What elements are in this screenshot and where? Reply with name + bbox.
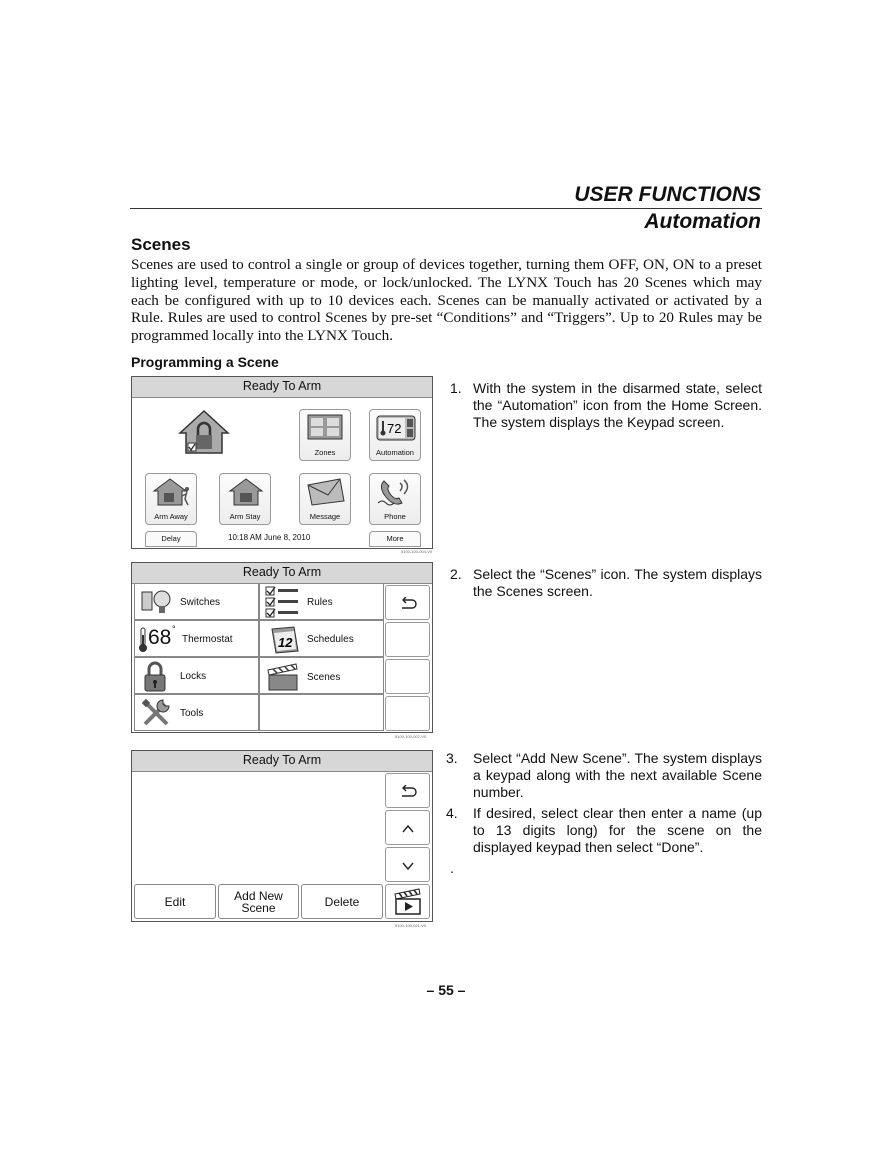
step-text: If desired, select clear then enter a name (up to 13 digits long) for the scene on the displayed keypad then select “Done”. <box>473 805 762 855</box>
locks-item[interactable] <box>134 657 259 694</box>
run-scene-button[interactable] <box>385 884 430 919</box>
envelope-icon <box>306 477 346 507</box>
section-title: Scenes <box>131 235 191 254</box>
automation-label: Automation <box>376 448 414 457</box>
blank-side-button[interactable] <box>385 659 430 694</box>
step-text: With the system in the disarmed state, select the “Automation” icon from the Home Screen. The system displays the Keypad screen. <box>473 380 762 430</box>
add-new-scene-button[interactable] <box>218 884 299 919</box>
figure-caption: 5100-100-004-V0 <box>401 549 433 554</box>
checklist-icon <box>265 586 301 618</box>
back-button[interactable] <box>385 585 430 620</box>
phone-tile[interactable] <box>369 473 421 525</box>
zones-icon <box>306 413 344 441</box>
scroll-down-button[interactable] <box>385 847 430 882</box>
edit-button[interactable]: Edit <box>134 884 216 919</box>
locks-label: Locks <box>180 671 207 682</box>
header-rule <box>130 208 762 209</box>
arm-away-label: Arm Away <box>154 512 188 521</box>
blank-side-button[interactable] <box>385 622 430 657</box>
clapperboard-icon <box>266 662 300 692</box>
subsection-title: Programming a Scene <box>131 354 279 370</box>
scenes-label: Scenes <box>307 672 341 683</box>
step-2 <box>450 566 762 600</box>
arm-away-icon <box>152 477 192 507</box>
zones-label: Zones <box>314 448 336 457</box>
rules-item[interactable] <box>259 583 384 620</box>
message-label: Message <box>309 512 341 521</box>
switches-item[interactable] <box>134 583 259 620</box>
schedules-item[interactable] <box>259 620 384 657</box>
calendar-icon <box>268 625 300 655</box>
section-header-subtitle: Automation <box>644 210 761 233</box>
thermostat-item[interactable] <box>134 620 259 657</box>
rules-label: Rules <box>307 597 333 608</box>
scenes-item[interactable] <box>259 657 384 694</box>
page-number: – 55 – <box>426 982 466 998</box>
add-new-scene-line2: Scene <box>241 900 276 915</box>
delete-button[interactable]: Delete <box>301 884 383 919</box>
message-tile[interactable] <box>299 473 351 525</box>
back-arrow-icon <box>398 785 418 799</box>
screen-status-bar: Ready To Arm <box>132 377 432 398</box>
schedules-label: Schedules <box>307 634 354 645</box>
screen-status-bar: Ready To Arm <box>132 751 432 772</box>
blank-side-button[interactable] <box>385 696 430 731</box>
back-button[interactable] <box>385 773 430 808</box>
section-header-title: USER FUNCTIONS <box>574 183 761 206</box>
thermostat-reading: 72 <box>387 421 402 436</box>
intro-paragraph: Scenes are used to control a single or group of devices together, turning them OFF, ON, ON to a preset lighting level, temperature or mode, or lock/unlocked. The LYNX Touch has 20 Scenes which may each be configured with up to 10 devices each. Scenes can be manually activated or activated by a Rule. Rules are used to control Scenes by pre-set “Conditions” and “Triggers”. Up to 20 Rules may be programmed locally into the LYNX Touch. <box>131 256 762 345</box>
step-number: 4. <box>446 805 458 821</box>
step-text: Select “Add New Scene”. The system displays a keypad along with the next available Scene number. <box>473 750 762 800</box>
zones-tile[interactable] <box>299 409 351 461</box>
down-arrow-icon <box>401 861 415 871</box>
tools-label: Tools <box>180 708 204 719</box>
automation-screen-image <box>131 562 433 733</box>
thermostat-reading: 68 <box>148 626 172 649</box>
arm-stay-icon <box>226 477 266 507</box>
phone-label: Phone <box>384 512 406 521</box>
home-screen-image <box>131 376 433 549</box>
figure-caption: 5100-100-021-V0 <box>395 923 427 928</box>
automation-tile[interactable] <box>369 409 421 461</box>
empty-item <box>259 694 384 731</box>
step-text: Select the “Scenes” icon. The system displays the Scenes screen. <box>473 566 762 599</box>
switches-label: Switches <box>180 597 221 608</box>
scenes-screen-image <box>131 750 433 922</box>
tools-item[interactable] <box>134 694 259 731</box>
phone-icon <box>376 477 416 507</box>
security-house-icon <box>178 407 230 457</box>
tools-icon <box>141 698 171 728</box>
clapperboard-play-icon <box>393 888 423 916</box>
figure-caption: 5100-100-007-V0 <box>395 734 427 739</box>
calendar-day: 12 <box>278 635 293 650</box>
screen-status-bar: Ready To Arm <box>132 563 432 584</box>
stray-period: . <box>450 860 454 876</box>
thermostat-label: Thermostat <box>182 634 233 645</box>
arm-stay-tile[interactable] <box>219 473 271 525</box>
step-number: 2. <box>450 566 462 582</box>
scroll-up-button[interactable] <box>385 810 430 845</box>
step-1 <box>450 380 762 431</box>
arm-away-tile[interactable] <box>145 473 197 525</box>
up-arrow-icon <box>401 824 415 834</box>
padlock-icon <box>143 661 167 693</box>
step-4 <box>446 805 762 856</box>
delay-button[interactable]: Delay <box>145 531 197 547</box>
back-arrow-icon <box>398 597 418 611</box>
arm-stay-label: Arm Stay <box>229 512 261 521</box>
step-number: 1. <box>450 380 462 396</box>
step-3 <box>446 750 762 801</box>
add-new-scene-line1: Add New <box>234 888 283 903</box>
light-bulb-icon <box>140 588 172 616</box>
degree-symbol: ° <box>172 624 176 634</box>
step-number: 3. <box>446 750 458 766</box>
thermostat-icon <box>376 413 416 443</box>
datetime-display: 10:18 AM June 8, 2010 <box>228 533 311 542</box>
more-button[interactable]: More <box>369 531 421 547</box>
thermometer-icon <box>138 627 148 653</box>
